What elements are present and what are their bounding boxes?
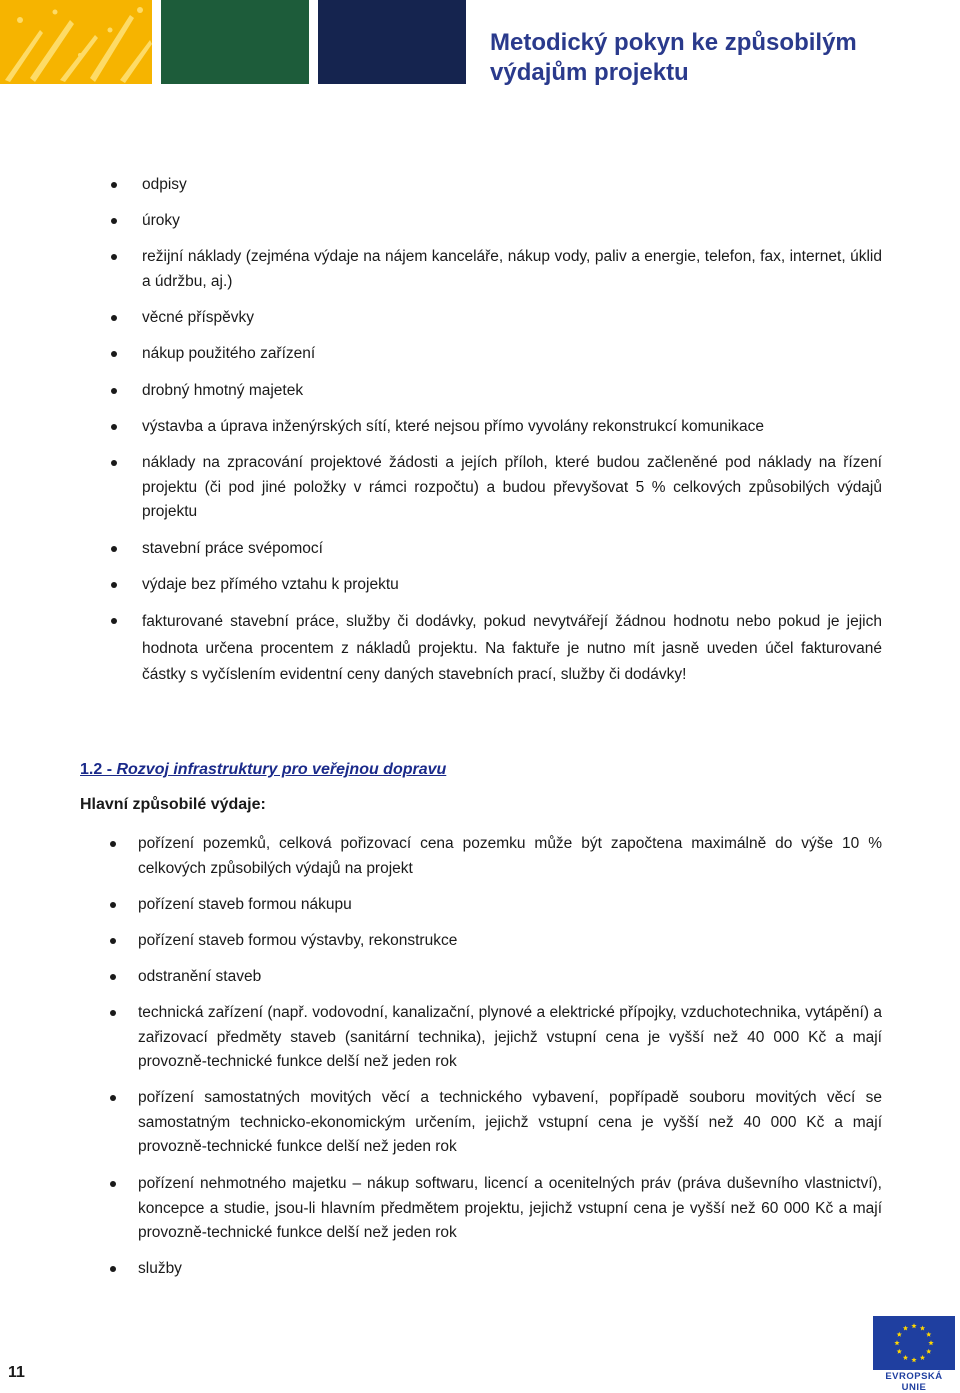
list-item: výstavba a úprava inženýrských sítí, které nejsou přímo vyvolány rekonstrukcí komunikace bbox=[142, 415, 882, 440]
list-item: stavební práce svépomocí bbox=[142, 537, 882, 562]
logo-block-yellow bbox=[0, 0, 152, 84]
eu-label: EVROPSKÁ UNIE bbox=[885, 1371, 943, 1393]
list-item: režijní náklady (zejména výdaje na nájem kanceláře, nákup vody, paliv a energie, telefon, fax, internet, úklid a údržbu, aj.) bbox=[142, 245, 882, 294]
list-item: věcné příspěvky bbox=[142, 306, 882, 331]
page-number: 11 bbox=[8, 1364, 25, 1381]
eu-stars-icon bbox=[873, 1316, 955, 1370]
logo-block-navy bbox=[318, 0, 466, 84]
section-number: 1.2 - bbox=[80, 761, 113, 778]
document-title bbox=[490, 28, 910, 88]
list-item: úroky bbox=[142, 209, 882, 234]
list-item: služby bbox=[138, 1257, 882, 1282]
list-item: pořízení samostatných movitých věcí a technického vybavení, popřípadě souboru movitých věcí se samostatným technicko-ekonomickým určením, jejichž vstupní cena je vyšší než 40 000 Kč a mají provozně-technické funkce delší než jeden rok bbox=[138, 1086, 882, 1160]
list-item: technická zařízení (např. vodovodní, kanalizační, plynové a elektrické přípojky, vzduchotechnika, vytápění) a zařizovací předměty staveb (sanitární technika), jejichž vstupní cena je vyšší než 40 000 Kč a mají provozně-technické funkce delší než jeden rok bbox=[138, 1001, 882, 1075]
list-item: pořízení staveb formou nákupu bbox=[138, 893, 882, 918]
logo-block-green bbox=[161, 0, 309, 84]
list-item: nákup použitého zařízení bbox=[142, 342, 882, 367]
eu-star-icon bbox=[920, 1325, 925, 1330]
list-item: náklady na zpracování projektové žádosti a jejích příloh, které budou začleněné pod náklady na řízení projektu (či pod jiné položky v rámci rozpočtu) a budou převyšovat 5 % celkových způsobilých výdajů projektu bbox=[142, 451, 882, 525]
list-item: odstranění staveb bbox=[138, 965, 882, 990]
list-item: odpisy bbox=[142, 173, 882, 198]
eu-star-icon bbox=[926, 1332, 931, 1337]
eu-star-icon bbox=[894, 1340, 899, 1345]
eu-star-icon bbox=[897, 1349, 902, 1354]
sparkle-pattern-icon bbox=[0, 0, 152, 84]
list-item: drobný hmotný majetek bbox=[142, 379, 882, 404]
eu-star-icon bbox=[928, 1340, 933, 1345]
list-item: fakturované stavební práce, služby či dodávky, pokud nevytvářejí žádnou hodnotu nebo pokud je jejich hodnota určena procentem z nákladů projektu. Na faktuře je nutno mít jasně uveden účel fakturované částky s vyčíslením evidentní ceny daných stavebních prací, služby či dodávky! bbox=[142, 609, 882, 689]
eu-flag-icon bbox=[873, 1316, 955, 1370]
eu-star-icon bbox=[903, 1355, 908, 1360]
list-item: pořízení pozemků, celková pořizovací cena pozemku může být započtena maximálně do výše 10 % celkových způsobilých výdajů na projekt bbox=[138, 832, 882, 881]
eu-star-icon bbox=[926, 1349, 931, 1354]
document-title-line-2: výdajům projektu bbox=[490, 59, 689, 86]
eu-star-icon bbox=[920, 1355, 925, 1360]
document-title-line-1: Metodický pokyn ke způsobilým bbox=[490, 29, 857, 56]
list-item: pořízení staveb formou výstavby, rekonstrukce bbox=[138, 929, 882, 954]
eu-star-icon bbox=[903, 1325, 908, 1330]
header-color-blocks bbox=[0, 0, 470, 84]
eu-star-icon bbox=[911, 1323, 916, 1328]
list-item: pořízení nehmotného majetku – nákup softwaru, licencí a ocenitelných práv (práva duševního vlastnictví), koncepce a studie, jsou-li hlavním předmětem projektu, jejichž vstupní cena je vyšší než 60 000 Kč a mají provozně-technické funkce delší než jeden rok bbox=[138, 1172, 882, 1246]
eu-star-icon bbox=[911, 1357, 916, 1362]
section-heading bbox=[80, 761, 446, 779]
section-title: Rozvoj infrastruktury pro veřejnou dopravu bbox=[116, 761, 447, 778]
eligible-expenses-heading: Hlavní způsobilé výdaje: bbox=[80, 796, 266, 813]
list-item: výdaje bez přímého vztahu k projektu bbox=[142, 573, 882, 598]
eu-star-icon bbox=[897, 1332, 902, 1337]
